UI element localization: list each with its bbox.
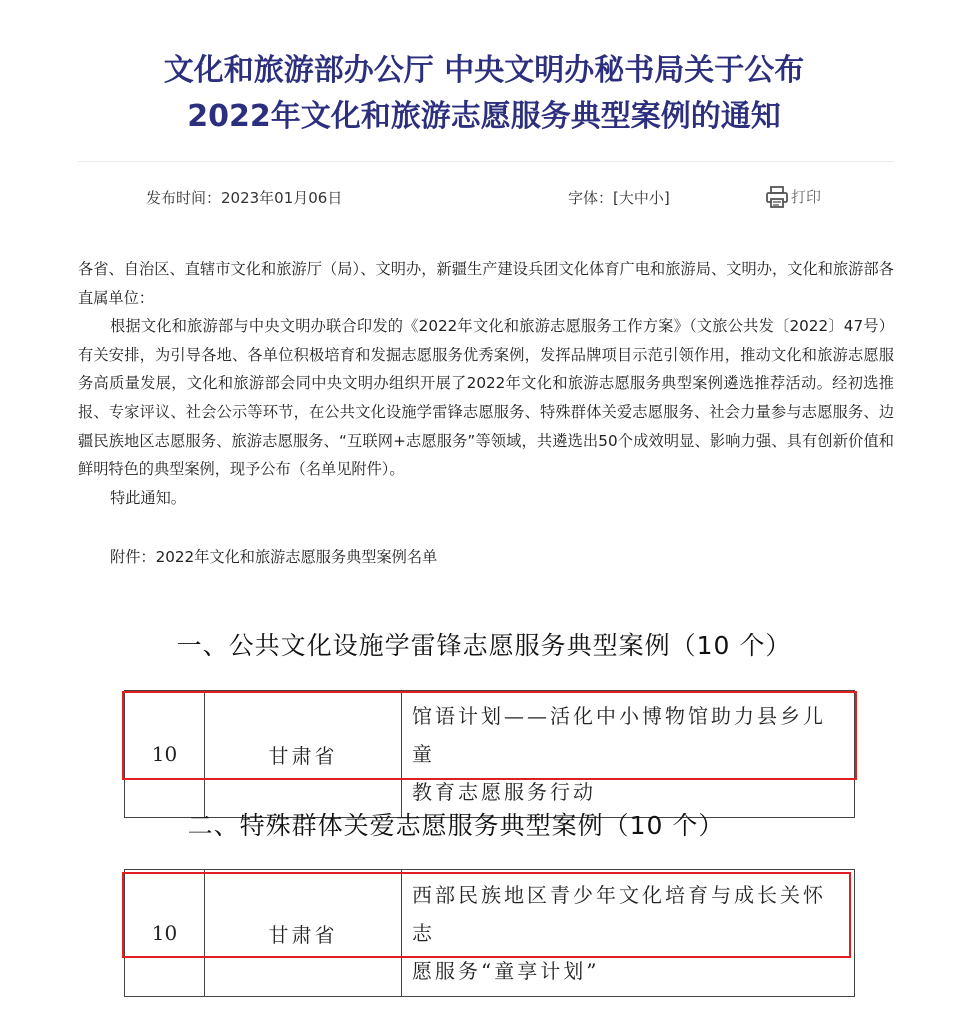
table-row (125, 691, 855, 818)
font-bracket-close: ] (663, 189, 670, 207)
font-bracket-open: [ (613, 189, 619, 207)
title-divider (78, 161, 894, 162)
font-size-medium[interactable]: 中 (633, 189, 649, 207)
closing-line: 特此通知。 (110, 488, 186, 507)
page-title-line1: 文化和旅游部办公厅 中央文明办秘书局关于公布 (163, 53, 805, 88)
body-paragraph: 根据文化和旅游部与中央文明办联合印发的《2022年文化和旅游志愿服务工作方案》（文旅公共发〔2022〕47号）有关安排，为引导各地、各单位积极培育和发掘志愿服务优秀案例，发挥品牌项目示范引领作用，推动文化和旅游志愿服务高质量发展，文化和旅游部会同中央文明办组织开展了2022年文化和旅游志愿服务典型案例遴选推荐活动。经初选推报、专家评议、社会公示等环节，在公共文化设施学雷锋志愿服务、特殊群体关爱志愿服务、社会力量参与志愿服务、边疆民族地区志愿服务、旅游志愿服务、“互联网+志愿服务”等领域，共遴选出50个成效明显、影响力强、具有创新价值和鲜明特色的典型案例，现予公布（名单见附件）。 (78, 317, 894, 479)
salutation: 各省、自治区、直辖市文化和旅游厅（局）、文明办，新疆生产建设兵团文化体育广电和旅游局、文明办，文化和旅游部各直属单位： (78, 260, 894, 307)
section-title-special-groups: 二、特殊群体关爱志愿服务典型案例（10 个） (187, 811, 725, 840)
font-size-large[interactable]: 大 (618, 189, 634, 207)
case-name (402, 691, 855, 818)
publish-date: 发布时间：2023年01月06日 (146, 189, 343, 207)
case-table-public-culture (124, 690, 855, 818)
font-size-label: 字体： (568, 189, 614, 207)
table-row (125, 870, 855, 997)
font-size-small[interactable]: 小 (648, 189, 664, 207)
case-name-line2: 教育志愿服务行动 (412, 780, 596, 804)
page-title-line2: 2022年文化和旅游志愿服务典型案例的通知 (187, 99, 781, 134)
case-province: 甘肃省 (205, 870, 402, 997)
case-name (402, 870, 855, 997)
case-name-line1: 西部民族地区青少年文化培育与成长关怀志 (412, 883, 826, 945)
section-title-public-culture: 一、公共文化设施学雷锋志愿服务典型案例（10 个） (176, 631, 792, 660)
print-label: 打印 (791, 188, 822, 206)
case-table-special-groups (124, 869, 855, 997)
printer-icon (764, 184, 790, 210)
notice-body (78, 255, 894, 512)
case-province: 甘肃省 (205, 691, 402, 818)
case-name-line1: 馆语计划——活化中小博物馆助力县乡儿童 (412, 704, 826, 766)
case-name-line2: 愿服务“童享计划” (412, 959, 600, 983)
page-title (0, 48, 968, 140)
case-number: 10 (125, 691, 205, 818)
font-size-selector (568, 188, 670, 208)
print-button[interactable] (764, 184, 821, 210)
case-number: 10 (125, 870, 205, 997)
attachment-line: 附件：2022年文化和旅游志愿服务典型案例名单 (110, 548, 438, 566)
